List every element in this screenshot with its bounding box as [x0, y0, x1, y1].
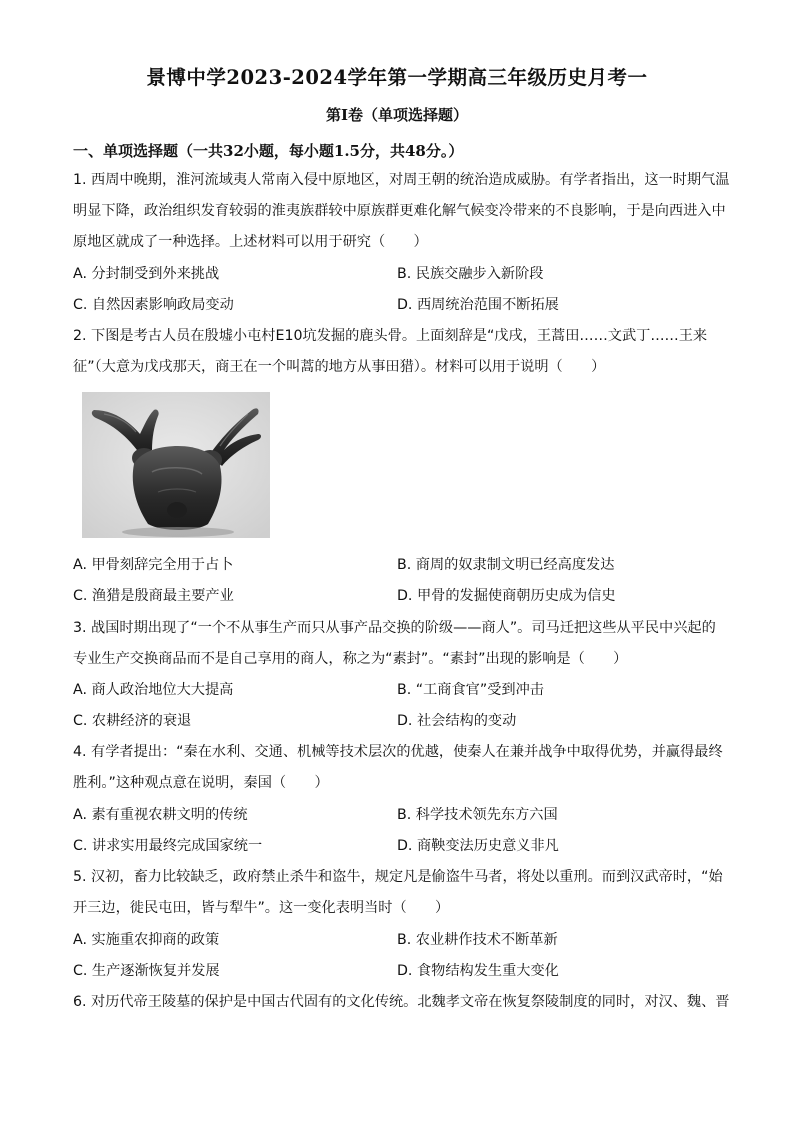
question-2-option-a: A. 甲骨刻辞完全用于占卜 — [73, 557, 234, 573]
question-4-option-d: D. 商鞅变法历史意义非凡 — [397, 838, 559, 854]
question-4-line: 胜利。”这种观点意在说明，秦国（ ） — [73, 775, 329, 791]
volume-subtitle: 第Ⅰ卷（单项选择题） — [325, 106, 469, 124]
section-heading: 一、单项选择题（一共32小题，每小题1.5分，共48分。） — [73, 142, 464, 160]
question-1-option-c: C. 自然因素影响政局变动 — [73, 297, 234, 313]
deer-skull-photo — [82, 392, 270, 538]
question-4-option-b: B. 科学技术领先东方六国 — [397, 807, 558, 823]
question-1-line: 明显下降，政治组织发育较弱的淮夷族群较中原族群更难化解气候变冷带来的不良影响，于是向西进入中 — [73, 203, 726, 219]
question-4-option-c: C. 讲求实用最终完成国家统一 — [73, 838, 263, 854]
question-3-line: 3. 战国时期出现了“一个不从事生产而只从事产品交换的阶级——商人”。司马迁把这些从平民中兴起的 — [73, 620, 716, 636]
question-5-line: 开三边，徙民屯田，皆与犁牛”。这一变化表明当时（ ） — [73, 900, 450, 916]
question-4-option-a: A. 素有重视农耕文明的传统 — [73, 807, 248, 823]
question-2-line: 征”（大意为戊戌那天，商王在一个叫蒿的地方从事田猎）。材料可以用于说明（ ） — [73, 359, 606, 375]
question-6-line: 6. 对历代帝王陵墓的保护是中国古代固有的文化传统。北魏孝文帝在恢复祭陵制度的同时，对汉、魏、晋 — [73, 994, 730, 1010]
question-3-option-b: B. “工商食官”受到冲击 — [397, 682, 544, 698]
question-1-option-d: D. 西周统治范围不断拓展 — [397, 297, 559, 313]
question-3-option-c: C. 农耕经济的衰退 — [73, 713, 192, 729]
question-3-option-d: D. 社会结构的变动 — [397, 713, 517, 729]
question-1-line: 1. 西周中晚期，淮河流域夷人常南入侵中原地区，对周王朝的统治造成威胁。有学者指出，这一时期气温 — [73, 172, 730, 188]
question-2-option-c: C. 渔猎是殷商最主要产业 — [73, 588, 234, 604]
question-5-option-d: D. 食物结构发生重大变化 — [397, 963, 559, 979]
question-2-option-d: D. 甲骨的发掘使商朝历史成为信史 — [397, 588, 616, 604]
question-5-option-b: B. 农业耕作技术不断革新 — [397, 932, 558, 948]
question-4-line: 4. 有学者提出：“秦在水利、交通、机械等技术层次的优越，使秦人在兼并战争中取得优势，并赢得最终 — [73, 744, 723, 760]
question-1-option-a: A. 分封制受到外来挑战 — [73, 266, 220, 282]
question-5-line: 5. 汉初，畜力比较缺乏，政府禁止杀牛和盗牛，规定凡是偷盗牛马者，将处以重刑。而到汉武帝时，“始 — [73, 869, 723, 885]
question-1-option-b: B. 民族交融步入新阶段 — [397, 266, 544, 282]
question-1-line: 原地区就成了一种选择。上述材料可以用于研究（ ） — [73, 234, 428, 250]
question-5-option-a: A. 实施重农抑商的政策 — [73, 932, 220, 948]
question-2-line: 2. 下图是考古人员在殷墟小屯村E10坑发掘的鹿头骨。上面刻辞是“戊戌，王蒿田……文武丁……王来 — [73, 328, 708, 344]
question-3-line: 专业生产交换商品而不是自己享用的商人，称之为“素封”。“素封”出现的影响是（ ） — [73, 651, 628, 667]
question-2-option-b: B. 商周的奴隶制文明已经高度发达 — [397, 557, 615, 573]
exam-title: 景博中学2023-2024学年第一学期高三年级历史月考一 — [146, 66, 648, 89]
question-5-option-c: C. 生产逐渐恢复并发展 — [73, 963, 220, 979]
question-3-option-a: A. 商人政治地位大大提高 — [73, 682, 234, 698]
